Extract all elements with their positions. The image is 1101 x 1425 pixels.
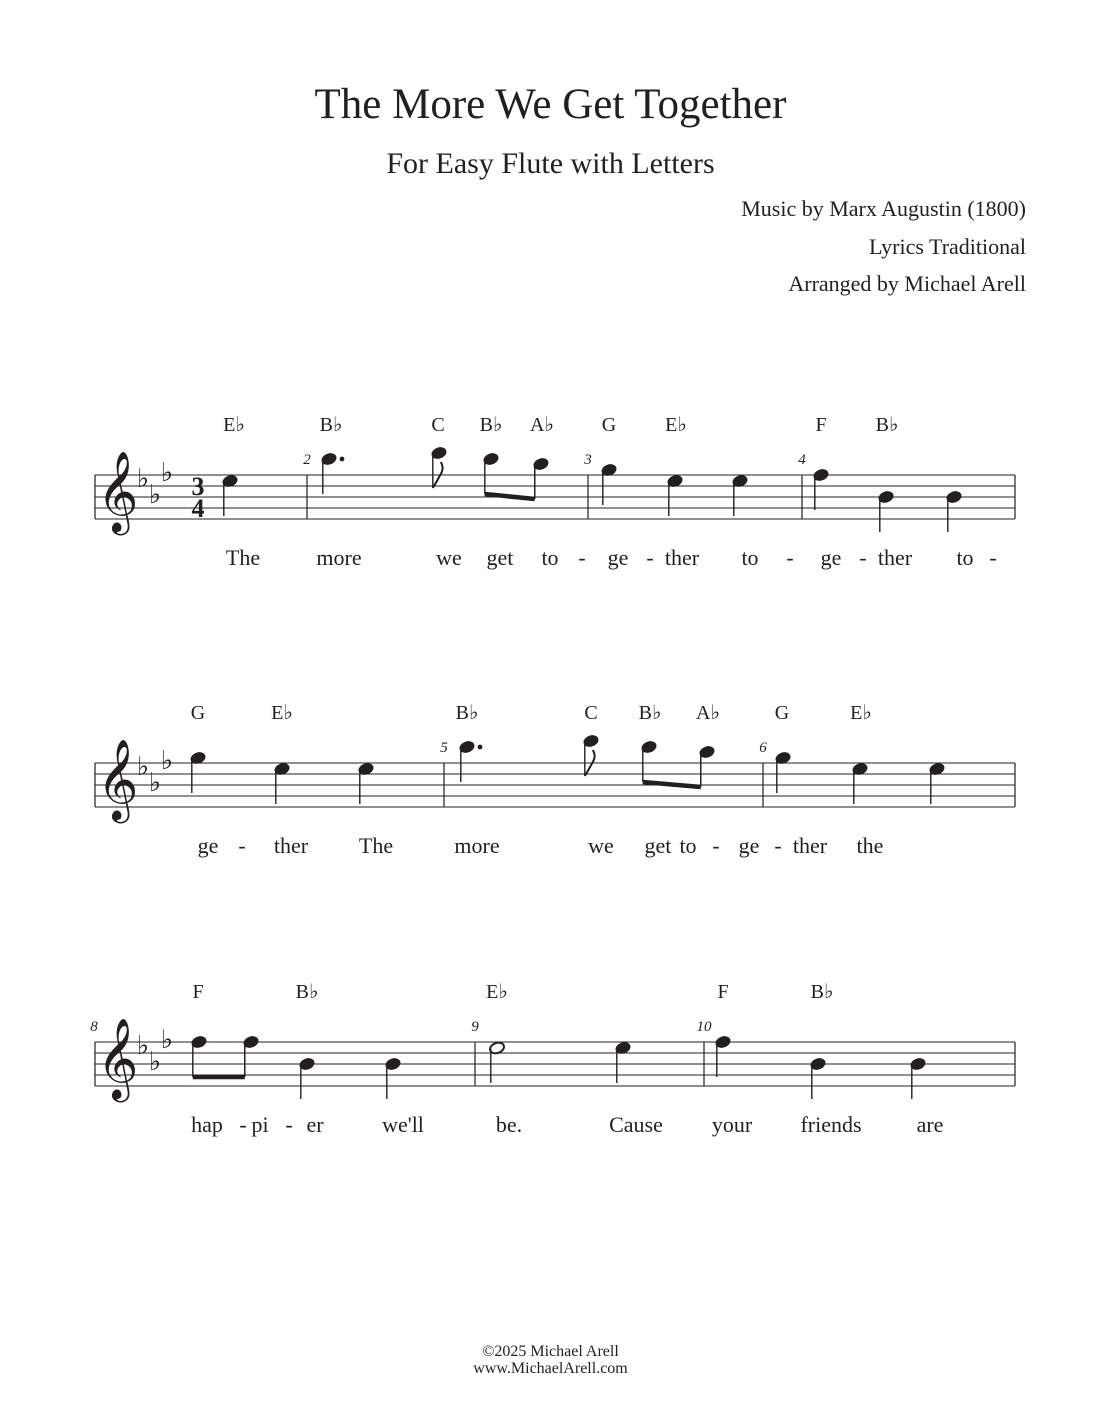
treble-clef-icon: 𝄞	[97, 742, 139, 819]
lyric-syllable: to	[741, 545, 759, 570]
treble-clef-icon: 𝄞	[97, 454, 139, 531]
treble-clef-icon: 𝄞	[97, 1021, 139, 1098]
page-footer	[0, 1343, 1101, 1377]
lyric-syllable: friends	[800, 1112, 862, 1137]
website-link: www.MichaelArell.com	[473, 1360, 628, 1377]
chord-symbol: B♭	[295, 981, 319, 1003]
key-signature-flat-icon: ♭	[160, 746, 174, 775]
chord-symbol: B♭	[875, 414, 899, 436]
lyric-syllable: more	[454, 833, 500, 858]
key-signature-flat-icon: ♭	[148, 1047, 162, 1076]
dot	[340, 457, 345, 462]
chord-symbol: B♭	[455, 702, 479, 724]
lyric-syllable: to	[541, 545, 559, 570]
page-subtitle: For Easy Flute with Letters	[386, 147, 715, 180]
lyric-syllable: -	[646, 545, 654, 570]
measure-number: 8	[90, 1019, 98, 1035]
chord-symbol: A♭	[696, 702, 720, 724]
lyric-syllable: we	[436, 545, 462, 570]
chord-symbol: E♭	[271, 702, 293, 724]
beam	[643, 782, 701, 787]
arranger-credit: Arranged by Michael Arell	[788, 271, 1026, 296]
page-title: The More We Get Together	[314, 81, 787, 128]
lyric-syllable: ther	[273, 833, 309, 858]
lyric-syllable: -	[712, 833, 720, 858]
lyric-syllable: your	[711, 1112, 753, 1137]
key-signature-flat-icon: ♭	[136, 752, 150, 781]
chord-symbol: B♭	[810, 981, 834, 1003]
measure-number: 6	[759, 740, 767, 756]
lyric-syllable: -	[239, 1112, 247, 1137]
chord-symbol: F	[815, 414, 827, 436]
lyric-syllable: -	[774, 833, 782, 858]
dot	[478, 745, 483, 750]
lyric-syllable: -	[786, 545, 794, 570]
lyric-syllable: ther	[792, 833, 828, 858]
key-signature-flat-icon: ♭	[136, 464, 150, 493]
lyric-syllable: -	[238, 833, 246, 858]
chord-symbol: G	[601, 414, 617, 436]
lyric-syllable: -	[285, 1112, 293, 1137]
lyric-syllable: be.	[495, 1112, 523, 1137]
lyric-syllable: -	[859, 545, 867, 570]
measure-number: 10	[696, 1019, 712, 1035]
lyric-syllable: -	[989, 545, 997, 570]
lyric-syllable: ther	[877, 545, 913, 570]
lyric-syllable: ge	[820, 545, 842, 570]
time-signature-denominator: 4	[191, 494, 205, 523]
chord-symbol: G	[190, 702, 206, 724]
measure-number: 4	[798, 452, 806, 468]
lyric-syllable: hap	[191, 1112, 223, 1137]
copyright-notice: ©2025 Michael Arell	[482, 1343, 619, 1360]
lyric-syllable: The	[225, 545, 261, 570]
staff-system	[95, 414, 1015, 570]
key-signature-flat-icon: ♭	[148, 768, 162, 797]
key-signature-flat-icon: ♭	[160, 1025, 174, 1054]
staff-system	[90, 981, 1015, 1137]
chord-symbol: E♭	[665, 414, 687, 436]
lyric-syllable: more	[316, 545, 362, 570]
chord-symbol: G	[774, 702, 790, 724]
chord-symbol: B♭	[319, 414, 343, 436]
lyric-syllable: to	[956, 545, 974, 570]
measure-number: 9	[471, 1019, 479, 1035]
chord-symbol: F	[717, 981, 729, 1003]
beam	[485, 494, 535, 499]
lyric-syllable: get	[486, 545, 514, 570]
chord-symbol: B♭	[638, 702, 662, 724]
lyric-syllable: The	[358, 833, 394, 858]
measure-number: 2	[303, 452, 311, 468]
chord-symbol: C	[584, 702, 598, 724]
composer-credit: Music by Marx Augustin (1800)	[741, 196, 1026, 221]
lyric-syllable: to	[679, 833, 697, 858]
staff-system	[95, 702, 1015, 858]
measure-number: 3	[584, 452, 592, 468]
lyric-syllable: are	[916, 1112, 944, 1137]
lyric-syllable: we	[588, 833, 614, 858]
chord-symbol: F	[192, 981, 204, 1003]
measure-number: 5	[440, 740, 448, 756]
lyric-syllable: we'll	[382, 1112, 424, 1137]
lyric-syllable: ge	[607, 545, 629, 570]
lyric-syllable: the	[856, 833, 884, 858]
key-signature-flat-icon: ♭	[136, 1031, 150, 1060]
time-signature-numerator: 3	[191, 472, 205, 501]
chord-symbol: A♭	[530, 414, 554, 436]
lyric-syllable: get	[644, 833, 672, 858]
lyric-syllable: Cause	[609, 1112, 663, 1137]
lyricist-credit: Lyrics Traditional	[868, 234, 1026, 259]
key-signature-flat-icon: ♭	[148, 480, 162, 509]
lyric-syllable: ge	[738, 833, 760, 858]
lyric-syllable: ge	[197, 833, 219, 858]
chord-symbol: C	[431, 414, 445, 436]
key-signature-flat-icon: ♭	[160, 458, 174, 487]
lyric-syllable: -	[578, 545, 586, 570]
chord-symbol: E♭	[223, 414, 245, 436]
chord-symbol: B♭	[479, 414, 503, 436]
lyric-syllable: ther	[664, 545, 700, 570]
chord-symbol: E♭	[486, 981, 508, 1003]
lyric-syllable: pi	[251, 1112, 269, 1137]
chord-symbol: E♭	[850, 702, 872, 724]
lyric-syllable: er	[306, 1112, 324, 1137]
